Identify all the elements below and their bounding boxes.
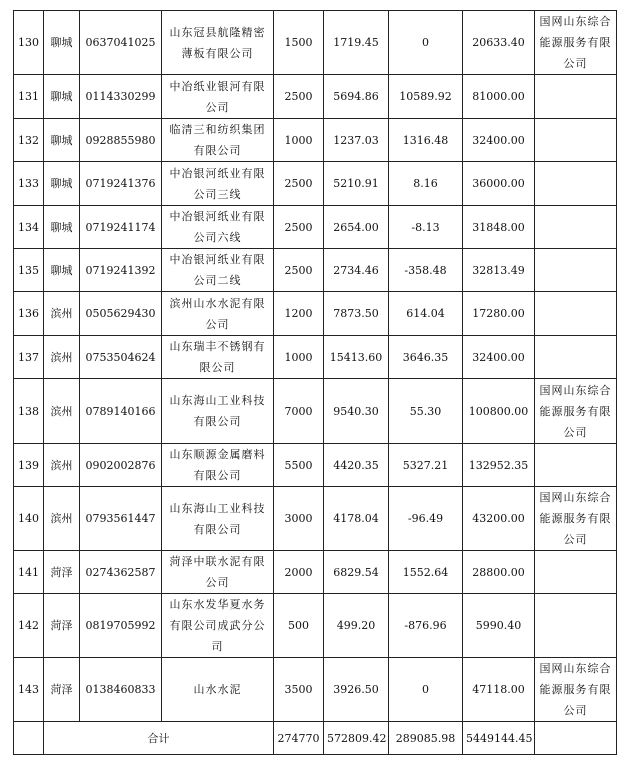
service-provider: [535, 206, 617, 249]
value-2: 614.04: [389, 292, 463, 336]
service-provider: [535, 292, 617, 336]
row-number: 135: [14, 249, 44, 292]
table-row: [14, 162, 617, 206]
city-cell: 滨州: [44, 444, 80, 487]
value-2: 0: [389, 11, 463, 75]
value-2: 10589.92: [389, 75, 463, 119]
value-3: 17280.00: [463, 292, 535, 336]
data-table: [13, 10, 617, 755]
empty-cell: [14, 722, 44, 755]
company-name: 中冶纸业银河有限公司: [162, 75, 274, 119]
total-v1: 572809.42: [324, 722, 389, 755]
row-number: 139: [14, 444, 44, 487]
account-code: 0114330299: [80, 75, 162, 119]
service-provider: [535, 75, 617, 119]
account-code: 0138460833: [80, 658, 162, 722]
value-3: 32813.49: [463, 249, 535, 292]
row-number: 137: [14, 336, 44, 379]
account-code: 0719241174: [80, 206, 162, 249]
company-name: 山东瑞丰不锈钢有限公司: [162, 336, 274, 379]
city-cell: 菏泽: [44, 658, 80, 722]
company-name: 菏泽中联水泥有限公司: [162, 551, 274, 594]
value-3: 28800.00: [463, 551, 535, 594]
table-row: [14, 249, 617, 292]
service-provider: [535, 162, 617, 206]
total-row: [14, 722, 617, 755]
value-3: 43200.00: [463, 487, 535, 551]
account-code: 0819705992: [80, 594, 162, 658]
value-3: 32400.00: [463, 119, 535, 162]
value-3: 5990.40: [463, 594, 535, 658]
account-code: 0902002876: [80, 444, 162, 487]
city-cell: 菏泽: [44, 551, 80, 594]
capacity-value: 5500: [274, 444, 324, 487]
value-1: 6829.54: [324, 551, 389, 594]
capacity-value: 1200: [274, 292, 324, 336]
city-cell: 聊城: [44, 11, 80, 75]
city-cell: 菏泽: [44, 594, 80, 658]
row-number: 133: [14, 162, 44, 206]
city-cell: 聊城: [44, 119, 80, 162]
service-provider: [535, 551, 617, 594]
value-2: 0: [389, 658, 463, 722]
table-row: [14, 336, 617, 379]
value-2: -8.13: [389, 206, 463, 249]
total-v2: 289085.98: [389, 722, 463, 755]
row-number: 136: [14, 292, 44, 336]
value-1: 2734.46: [324, 249, 389, 292]
value-1: 5210.91: [324, 162, 389, 206]
company-name: 中冶银河纸业有限公司三线: [162, 162, 274, 206]
value-1: 499.20: [324, 594, 389, 658]
city-cell: 滨州: [44, 336, 80, 379]
row-number: 142: [14, 594, 44, 658]
value-2: 55.30: [389, 379, 463, 444]
value-3: 47118.00: [463, 658, 535, 722]
capacity-value: 7000: [274, 379, 324, 444]
city-cell: 聊城: [44, 75, 80, 119]
value-3: 81000.00: [463, 75, 535, 119]
value-1: 4420.35: [324, 444, 389, 487]
value-3: 31848.00: [463, 206, 535, 249]
service-provider: 国网山东综合能源服务有限公司: [535, 379, 617, 444]
row-number: 130: [14, 11, 44, 75]
total-label: 合计: [44, 722, 274, 755]
value-2: -96.49: [389, 487, 463, 551]
account-code: 0274362587: [80, 551, 162, 594]
company-name: 山东水发华夏水务有限公司成武分公司: [162, 594, 274, 658]
table-row: [14, 379, 617, 444]
value-3: 100800.00: [463, 379, 535, 444]
capacity-value: 2500: [274, 249, 324, 292]
service-provider: [535, 249, 617, 292]
total-v3: 5449144.45: [463, 722, 535, 755]
service-provider: [535, 444, 617, 487]
service-provider: [535, 594, 617, 658]
row-number: 143: [14, 658, 44, 722]
value-1: 1237.03: [324, 119, 389, 162]
capacity-value: 1000: [274, 119, 324, 162]
city-cell: 滨州: [44, 292, 80, 336]
capacity-value: 2500: [274, 162, 324, 206]
row-number: 140: [14, 487, 44, 551]
table-row: [14, 11, 617, 75]
capacity-value: 2500: [274, 75, 324, 119]
company-name: 山水水泥: [162, 658, 274, 722]
company-name: 滨州山水水泥有限公司: [162, 292, 274, 336]
row-number: 138: [14, 379, 44, 444]
service-provider: 国网山东综合能源服务有限公司: [535, 487, 617, 551]
account-code: 0505629430: [80, 292, 162, 336]
table-row: [14, 594, 617, 658]
table-row: [14, 206, 617, 249]
value-2: 1552.64: [389, 551, 463, 594]
value-1: 1719.45: [324, 11, 389, 75]
account-code: 0928855980: [80, 119, 162, 162]
service-provider: 国网山东综合能源服务有限公司: [535, 658, 617, 722]
account-code: 0719241392: [80, 249, 162, 292]
city-cell: 滨州: [44, 487, 80, 551]
value-2: 8.16: [389, 162, 463, 206]
row-number: 134: [14, 206, 44, 249]
value-2: 5327.21: [389, 444, 463, 487]
value-1: 15413.60: [324, 336, 389, 379]
account-code: 0753504624: [80, 336, 162, 379]
capacity-value: 2500: [274, 206, 324, 249]
service-provider: [535, 336, 617, 379]
table-row: [14, 487, 617, 551]
value-1: 9540.30: [324, 379, 389, 444]
table-row: [14, 292, 617, 336]
account-code: 0793561447: [80, 487, 162, 551]
company-name: 山东顺源金属磨料有限公司: [162, 444, 274, 487]
value-1: 4178.04: [324, 487, 389, 551]
account-code: 0789140166: [80, 379, 162, 444]
value-1: 7873.50: [324, 292, 389, 336]
company-name: 中冶银河纸业有限公司六线: [162, 206, 274, 249]
capacity-value: 1500: [274, 11, 324, 75]
value-3: 20633.40: [463, 11, 535, 75]
capacity-value: 1000: [274, 336, 324, 379]
value-1: 5694.86: [324, 75, 389, 119]
account-code: 0637041025: [80, 11, 162, 75]
total-service: [535, 722, 617, 755]
total-capacity: 274770: [274, 722, 324, 755]
value-2: -876.96: [389, 594, 463, 658]
service-provider: 国网山东综合能源服务有限公司: [535, 11, 617, 75]
row-number: 141: [14, 551, 44, 594]
table-row: [14, 444, 617, 487]
account-code: 0719241376: [80, 162, 162, 206]
company-name: 中冶银河纸业有限公司二线: [162, 249, 274, 292]
value-3: 36000.00: [463, 162, 535, 206]
table-body: [14, 11, 617, 755]
value-2: 3646.35: [389, 336, 463, 379]
service-provider: [535, 119, 617, 162]
city-cell: 滨州: [44, 379, 80, 444]
capacity-value: 3500: [274, 658, 324, 722]
row-number: 131: [14, 75, 44, 119]
table-row: [14, 658, 617, 722]
table-row: [14, 75, 617, 119]
city-cell: 聊城: [44, 206, 80, 249]
value-3: 32400.00: [463, 336, 535, 379]
table-row: [14, 119, 617, 162]
capacity-value: 3000: [274, 487, 324, 551]
company-name: 山东海山工业科技有限公司: [162, 379, 274, 444]
row-number: 132: [14, 119, 44, 162]
company-name: 山东海山工业科技有限公司: [162, 487, 274, 551]
value-2: 1316.48: [389, 119, 463, 162]
table-row: [14, 551, 617, 594]
value-1: 2654.00: [324, 206, 389, 249]
city-cell: 聊城: [44, 249, 80, 292]
capacity-value: 500: [274, 594, 324, 658]
value-1: 3926.50: [324, 658, 389, 722]
capacity-value: 2000: [274, 551, 324, 594]
company-name: 山东冠县航隆精密薄板有限公司: [162, 11, 274, 75]
value-2: -358.48: [389, 249, 463, 292]
value-3: 132952.35: [463, 444, 535, 487]
city-cell: 聊城: [44, 162, 80, 206]
company-name: 临清三和纺织集团有限公司: [162, 119, 274, 162]
